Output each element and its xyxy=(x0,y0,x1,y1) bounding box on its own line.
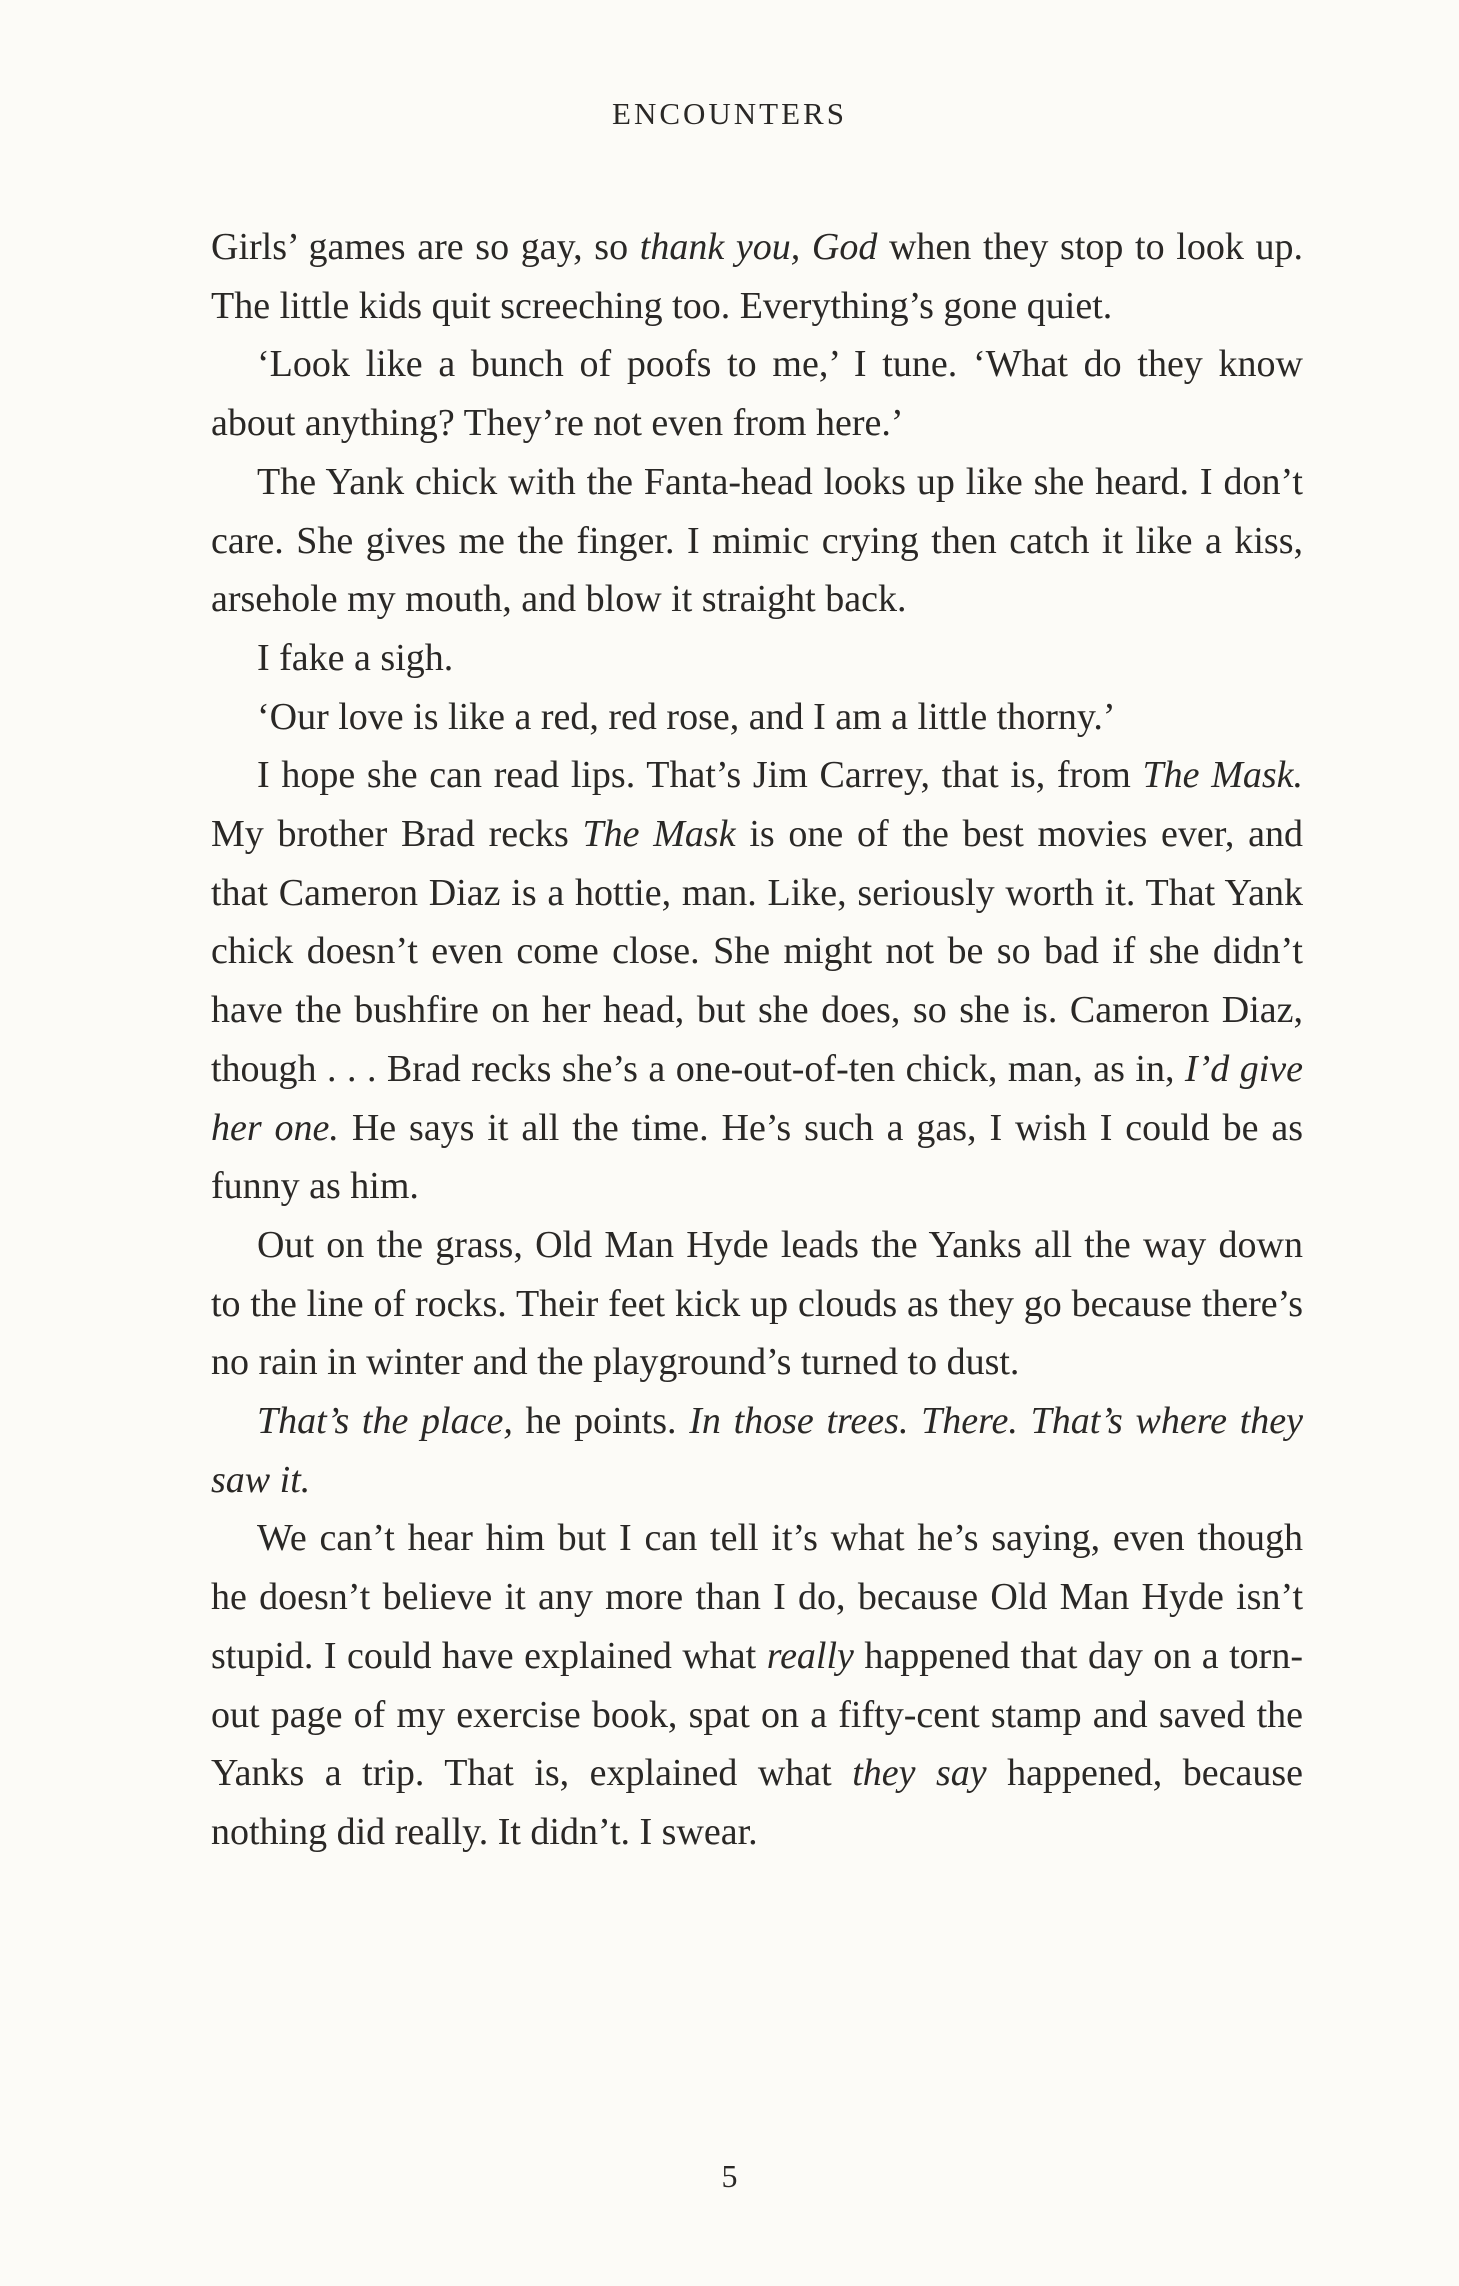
text-run: The Yank chick with the Fanta-head looks up like she heard. I don’t care. She gives me the finger. I mimic crying then catch it like a kiss, arsehole my mouth, and blow it straight back. xyxy=(211,460,1303,621)
italic-run: they say xyxy=(852,1752,987,1795)
italic-run: really xyxy=(766,1634,854,1677)
paragraph-5 xyxy=(211,688,1303,747)
text-run: ‘Our love is like a red, red rose, and I am a little thorny.’ xyxy=(257,695,1116,738)
paragraph-1 xyxy=(211,218,1303,335)
text-run: We can’t hear him but I can tell it’s what he’s saying, even though he doesn’t believe it any more than I do, because Old Man Hyde isn’t stupid. I could have explained what xyxy=(211,1517,1303,1677)
text-run: happened, because nothing did really. It didn’t. I swear. xyxy=(211,1752,1303,1853)
text-run: Girls’ games are so gay, so xyxy=(211,226,640,268)
italic-run: I’d give her one. xyxy=(211,1047,1303,1149)
text-run: he points. xyxy=(512,1400,690,1443)
italic-run: The Mask. xyxy=(1142,754,1303,797)
body-text xyxy=(211,218,1303,1862)
italic-run: In those trees. There. That’s where they saw it. xyxy=(211,1400,1303,1501)
paragraph-4 xyxy=(211,629,1303,688)
italic-run: That’s the place, xyxy=(257,1400,513,1443)
text-run: I hope she can read lips. That’s Jim Carrey, that is, from xyxy=(257,754,1143,797)
paragraph-8 xyxy=(211,1392,1303,1509)
text-run: when they stop to look up. The little kids quit screeching too. Everything’s gone quiet. xyxy=(211,226,1303,327)
text-run: He says it all the time. He’s such a gas, I wish I could be as funny as him. xyxy=(211,1106,1303,1208)
text-run: is one of the best movies ever, and that Cameron Diaz is a hottie, man. Like, seriously worth it. That Yank chick doesn’t even come close. She might not be so bad if she didn’t have the bushfire on her head, but she does, so she is. Cameron Diaz, though . . . Brad recks she’s a one-out-of-ten chick, man, as in, xyxy=(211,813,1304,1090)
text-run: My brother Brad recks xyxy=(211,813,583,856)
text-run: I fake a sigh. xyxy=(257,636,454,679)
paragraph-3 xyxy=(211,453,1303,629)
paragraph-6 xyxy=(211,746,1303,1216)
running-head: ENCOUNTERS xyxy=(612,96,847,131)
text-run: happened that day on a torn-out page of my exercise book, spat on a fifty-cent stamp and saved the Yanks a trip. That is, explained what xyxy=(211,1634,1303,1795)
italic-run: thank you, God xyxy=(639,226,878,268)
text-run: ‘Look like a bunch of poofs to me,’ I tune. ‘What do they know about anything? They’re not even from here.’ xyxy=(211,343,1303,445)
italic-run: The Mask xyxy=(582,813,736,856)
text-run: Out on the grass, Old Man Hyde leads the Yanks all the way down to the line of rocks. Their feet kick up clouds as they go because there’s no rain in winter and the playground’s turned to dust. xyxy=(211,1223,1303,1384)
paragraph-7 xyxy=(211,1216,1303,1392)
paragraph-9 xyxy=(211,1509,1303,1861)
page-number: 5 xyxy=(721,2158,738,2194)
paragraph-2 xyxy=(211,335,1303,452)
